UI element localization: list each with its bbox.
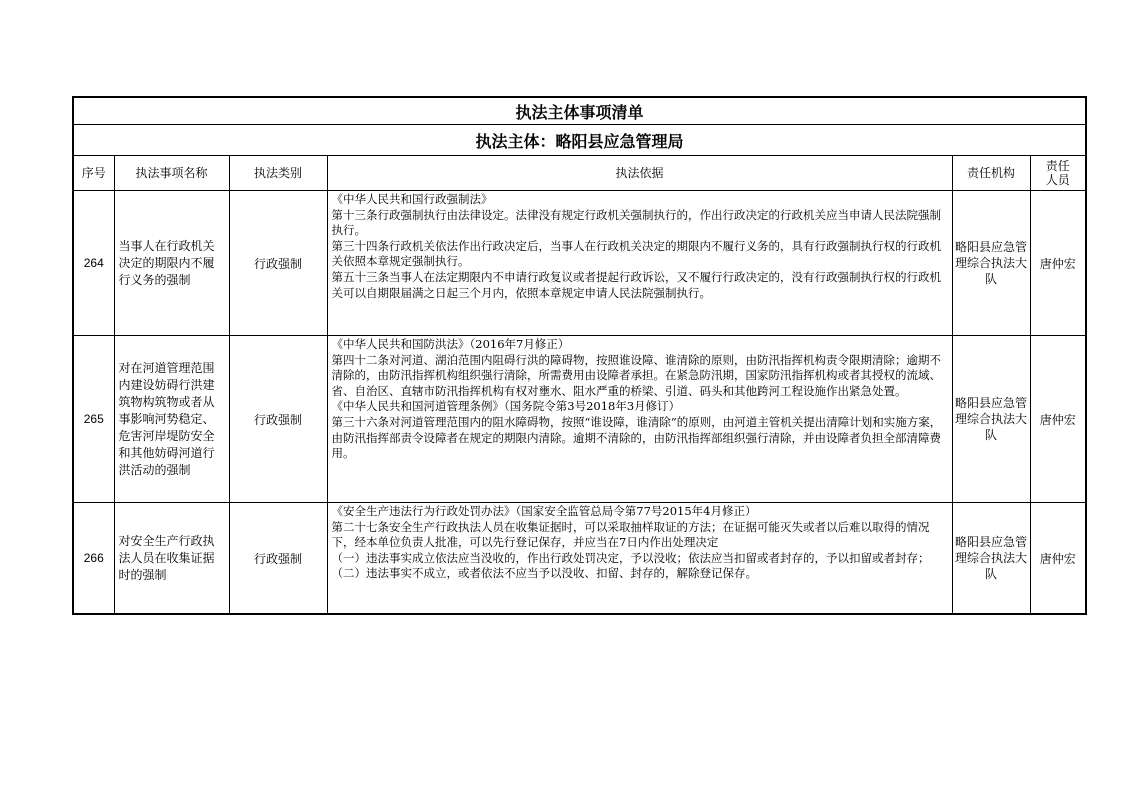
row-org: 略阳县应急管理综合执法大队	[952, 191, 1030, 336]
basis-line: 第二十七条安全生产行政执法人员在收集证据时，可以采取抽样取证的方法；在证据可能灭失或者以后难以取得的情况下，经本单位负责人批准，可以先行登记保存，并应当在7日内作出处理决定	[331, 519, 930, 550]
basis-line: 《中华人民共和国行政强制法》	[331, 192, 493, 206]
page-title: 执法主体事项清单	[73, 97, 1086, 125]
row-org: 略阳县应急管理综合执法大队	[952, 503, 1030, 615]
basis-line: 《中华人民共和国防洪法》（2016年7月修正）	[331, 337, 570, 351]
basis-line: 第十三条行政强制执行由法律设定。法律没有规定行政机关强制执行的，作出行政决定的行政机关应当申请人民法院强制执行。	[331, 207, 941, 238]
row-person: 唐仲宏	[1030, 336, 1086, 503]
row-basis	[327, 336, 952, 503]
row-basis	[327, 191, 952, 336]
row-seq: 264	[73, 191, 114, 336]
basis-line: 第四十二条对河道、湖泊范围内阻碍行洪的障碍物，按照谁设障、谁清除的原则，由防汛指挥机构责令限期清除；逾期不清除的，由防汛指挥机构组织强行清除，所需费用由设障者承担。在紧急防汛期，国家防汛指挥机构或者其授权的流域、省、自治区、直辖市防汛指挥机构有权对壅水、阻水严重的桥梁、引道、码头和其他跨河工程设施作出紧急处置。	[331, 352, 941, 398]
row-seq: 266	[73, 503, 114, 615]
header-seq: 序号	[73, 156, 114, 191]
row-basis	[327, 503, 952, 615]
header-basis: 执法依据	[327, 156, 952, 191]
basis-line: 第三十六条对河道管理范围内的阻水障碍物，按照“谁设障，谁清除”的原则，由河道主管机关提出清障计划和实施方案，由防汛指挥部责令设障者在规定的期限内清除。逾期不清除的，由防汛指挥部组织强行清除，并由设障者负担全部清障费用。	[331, 414, 942, 461]
row-person: 唐仲宏	[1030, 191, 1086, 336]
basis-line: 第三十四条行政机关依法作出行政决定后，当事人在行政机关决定的期限内不履行义务的，具有行政强制执行权的行政机关依照本章规定强制执行。	[331, 238, 941, 269]
basis-line: 第五十三条当事人在法定期限内不申请行政复议或者提起行政诉讼，又不履行行政决定的，没有行政强制执行权的行政机关可以自期限届满之日起三个月内，依照本章规定申请人民法院强制执行。	[331, 269, 941, 300]
header-org: 责任机构	[952, 156, 1030, 191]
enforcement-items-table	[72, 96, 1087, 615]
header-item-name: 执法事项名称	[114, 156, 229, 191]
header-person: 责任人员	[1030, 156, 1086, 191]
enforcement-subject: 执法主体：略阳县应急管理局	[73, 125, 1086, 156]
row-org: 略阳县应急管理综合执法大队	[952, 336, 1030, 503]
table-row	[73, 336, 1086, 503]
row-item-name: 对在河道管理范围内建设妨碍行洪建筑物构筑物或者从事影响河势稳定、危害河岸堤防安全和其他妨碍河道行洪活动的强制	[114, 336, 229, 503]
row-person: 唐仲宏	[1030, 503, 1086, 615]
basis-line: 《中华人民共和国河道管理条例》（国务院令第3号2018年3月修订）	[331, 399, 681, 414]
table-row	[73, 191, 1086, 336]
table-row	[73, 503, 1086, 615]
basis-line: 《安全生产违法行为行政处罚办法》（国家安全监管总局令第77号2015年4月修正）	[331, 504, 757, 518]
row-item-name: 当事人在行政机关决定的期限内不履行义务的强制	[114, 191, 229, 336]
row-category: 行政强制	[229, 336, 327, 503]
row-category: 行政强制	[229, 191, 327, 336]
table-header-row	[73, 156, 1086, 191]
basis-line: （一）违法事实成立依法应当没收的，作出行政处罚决定，予以没收；依法应当扣留或者封存的，予以扣留或者封存；（二）违法事实不成立，或者依法不应当予以没收、扣留、封存的，解除登记保存。	[331, 550, 930, 581]
row-seq: 265	[73, 336, 114, 503]
header-category: 执法类别	[229, 156, 327, 191]
row-category: 行政强制	[229, 503, 327, 615]
row-item-name: 对安全生产行政执法人员在收集证据时的强制	[114, 503, 229, 615]
